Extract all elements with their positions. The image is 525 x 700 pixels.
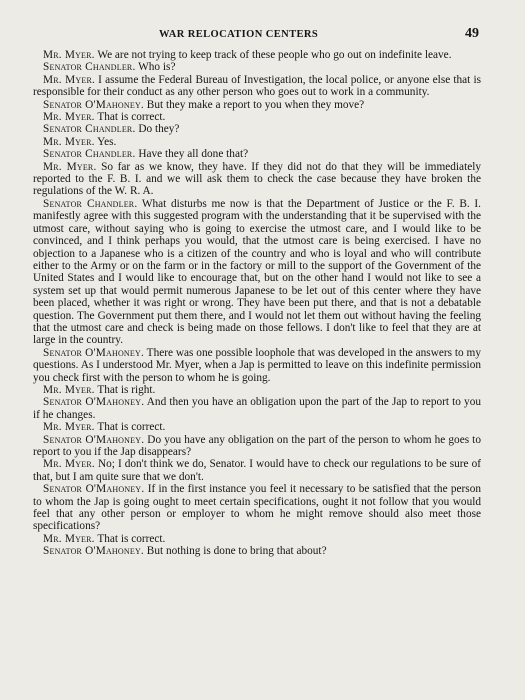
transcript-paragraph [33, 161, 481, 198]
speech-text: We are not trying to keep track of these people who go out on indefinite leave. [94, 49, 452, 61]
transcript-paragraph [33, 74, 481, 99]
transcript-paragraph [33, 458, 481, 483]
speech-text: There was one possible loophole that was developed in the answers to my questions. As I understood Mr. Myer, when a Jap is permitted to leave on this indefinite permission you check first with the person to whom he is going. [33, 346, 481, 384]
speech-text: That is correct. [94, 532, 166, 545]
transcript-paragraph [33, 49, 481, 61]
speech-text: That is correct. [94, 111, 166, 124]
speaker-name: Mr. Myer. [43, 111, 95, 124]
speech-text: Yes. [94, 135, 117, 148]
speech-text: And then you have an obligation upon the part of the Jap to report to you if he changes. [33, 396, 481, 421]
transcript-body [33, 49, 481, 558]
speech-text: What disturbs me now is that the Department of Justice or the F. B. I. manifestly agree with this suggested program with the understanding that it be supervised with the utmost care, without saying who is going to exercise the utmost care, and I would like to be convinced, and I think perhaps you would, that the utmost care is being exercised. I have no objection to a Japanese who is a citizen of the country and who is loyal and who will contribute either to the Army or on the farm or in the factory or mill to the support of the Government of the United States and I would like to encourage that, but on the other hand I would not like to see a system set up that would permit numerous Japanese to be let out of this center where they have been placed, whether it was right or wrong. They have been put there, and that is not a debatable question. The Government put them there, and I would not let them out without having the feeling that the utmost care and check is being made on those fellows. I don't like to feel that they are at large in the country. [33, 197, 481, 347]
speech-text: Do you have any obligation on the part of the person to whom he goes to report to you if the Jap disappears? [33, 433, 481, 458]
transcript-paragraph [33, 198, 481, 347]
speaker-name: Senator Chandler. [43, 197, 138, 210]
transcript-paragraph [33, 421, 481, 433]
speaker-name: Senator O'Mahoney. [43, 98, 144, 111]
speaker-name: Senator O'Mahoney. [43, 346, 144, 359]
transcript-paragraph [33, 533, 481, 545]
transcript-paragraph [33, 99, 481, 111]
transcript-paragraph [33, 434, 481, 459]
speech-text: But they make a report to you when they move? [143, 98, 365, 111]
speaker-name: Mr. Myer. [43, 135, 95, 148]
running-head: WAR RELOCATION CENTERS [159, 29, 319, 40]
speaker-name: Mr. Myer. [43, 532, 95, 545]
speech-text: That is right. [94, 383, 156, 396]
transcript-paragraph [33, 148, 481, 160]
transcript-paragraph [33, 483, 481, 533]
speaker-name: Senator Chandler. [43, 61, 136, 74]
speech-text: So far as we know, they have. If they did not do that they will be immediately reported to the F. B. I. and we will ask them to check the case because they have broken the regulations of the W. R. A. [33, 160, 482, 198]
transcript-paragraph [33, 123, 481, 135]
transcript-paragraph [33, 396, 481, 421]
transcript-paragraph [33, 111, 481, 123]
speech-text: No; I don't think we do, Senator. I would have to check our regulations to be sure of that, but I am quite sure that we don't. [33, 458, 482, 483]
speech-text: Have they all done that? [135, 148, 249, 161]
page-header [33, 26, 481, 45]
speaker-name: Mr. Myer. [43, 73, 96, 86]
transcript-paragraph [33, 347, 481, 384]
speaker-name: Mr. Myer. [43, 49, 95, 61]
transcript-paragraph [33, 61, 481, 73]
speech-text: Do they? [135, 123, 180, 136]
speech-text: That is correct. [94, 421, 166, 434]
transcript-paragraph [33, 136, 481, 148]
transcript-paragraph [33, 384, 481, 396]
speaker-name: Senator O'Mahoney. [43, 483, 145, 496]
speaker-name: Senator Chandler. [43, 123, 136, 136]
speech-text: Who is? [135, 61, 176, 74]
page-number: 49 [465, 26, 479, 41]
speaker-name: Mr. Myer. [43, 458, 95, 471]
speaker-name: Senator O'Mahoney. [43, 545, 144, 558]
speech-text: But nothing is done to bring that about? [143, 545, 327, 558]
speaker-name: Mr. Myer. [43, 421, 95, 434]
transcript-paragraph [33, 545, 481, 557]
speaker-name: Senator O'Mahoney. [43, 396, 145, 409]
speaker-name: Senator Chandler. [43, 148, 136, 161]
speech-text: If in the first instance you feel it necessary to be satisfied that the person to whom the Jap is going ought to meet certain specifications, ought it not follow that you would feel that any other person or employer to whom he might remove should also meet those specifications? [33, 483, 481, 533]
speech-text: I assume the Federal Bureau of Investigation, the local police, or anyone else that is responsible for their conduct as any other person who goes out to work in a community. [33, 73, 481, 99]
speaker-name: Mr. Myer. [43, 383, 95, 396]
speaker-name: Mr. Myer. [43, 160, 97, 173]
speaker-name: Senator O'Mahoney. [43, 433, 145, 446]
